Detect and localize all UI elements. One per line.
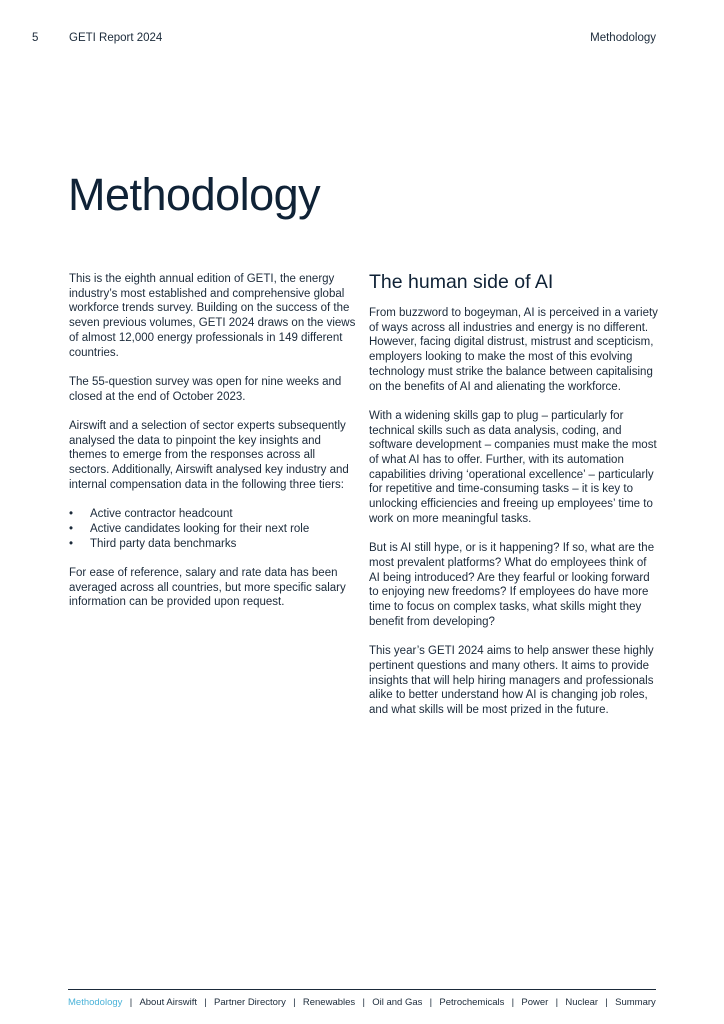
nav-separator: | [129,997,133,1008]
nav-link-methodology[interactable]: Methodology [68,997,123,1008]
analysis-paragraph: Airswift and a selection of sector experts subsequently analysed the data to pinpoint the key insights and themes to emerge from the responses across all sectors. Additionally, Airswift analysed key industry and internal compensation data in the following three tiers: [69,420,349,491]
nav-separator: | [293,997,296,1008]
nav-link-oil-and-gas[interactable]: Oil and Gas [372,997,423,1008]
body-paragraph: With a widening skills gap to plug – particularly for technical skills such as data analysis, coding, and software development – companies must make the most of what AI has to offer. Further, with its automation capabilities driving ‘operational excellence’ – particularly for repetitive and time-consuming tasks – it is key to unlocking efficiencies and freeing up employees’ time to work on more meaningful tasks. [369,409,657,525]
right-column [369,270,659,732]
nav-link-summary[interactable]: Summary [615,997,656,1008]
body-paragraph: This year’s GETI 2024 aims to help answer these highly pertinent questions and many others. It aims to provide insights that will help hiring managers and professionals alike to better understand how AI is changing job roles, and what skills will be most prized in the future. [369,645,654,716]
nav-link-partner-directory[interactable]: Partner Directory [214,997,286,1008]
list-item: • Active contractor headcount [69,507,357,522]
body-paragraph: But is AI still hype, or is it happening? If so, what are the most prevalent platforms? What do employees think of AI being introduced? Are they fearful or looking forward to enjoying new freedoms? If employees do have more time to focus on complex tasks, what skills might they benefit from developing? [369,542,655,628]
tiers-list [69,507,357,551]
nav-link-about-airswift[interactable]: About Airswift [139,997,197,1008]
nav-link-petrochemicals[interactable]: Petrochemicals [439,997,505,1008]
nav-separator: | [429,997,433,1008]
nav-link-power[interactable]: Power [521,997,549,1008]
page-header [32,32,656,48]
page-title: Methodology [68,169,321,220]
nav-link-renewables[interactable]: Renewables [302,997,356,1008]
body-paragraph: From buzzword to bogeyman, AI is perceived in a variety of ways across all industries and energy is no different. However, facing digital distrust, mistrust and scepticism, employers looking to make the most of this evolving technology must strike the balance between capitalising on the benefits of AI and alienating the workforce. [369,307,658,393]
section-heading: The human side of AI [369,271,554,293]
intro-paragraph: This is the eighth annual edition of GETI, the energy industry’s most established and comprehensive global workforce trends survey. Building on the success of the seven previous volumes, GETI 2024 draws on the views of almost 12,000 energy professionals in 149 different countries. [69,273,356,359]
reference-paragraph: For ease of reference, salary and rate data has been averaged across all countries, but more specific salary information can be provided upon request. [69,567,346,609]
nav-link-nuclear[interactable]: Nuclear [565,997,599,1008]
left-column [69,272,357,625]
report-title: GETI Report 2024 [69,32,163,44]
nav-separator: | [362,997,365,1008]
nav-separator: | [555,997,559,1008]
footer-nav [68,997,656,1008]
list-item: • Active candidates looking for their next role [69,522,357,537]
page-number: 5 [32,32,39,44]
footer-divider [68,989,656,990]
survey-paragraph: The 55-question survey was open for nine weeks and closed at the end of October 2023. [69,375,342,403]
nav-separator: | [605,997,608,1008]
list-item: • Third party data benchmarks [69,537,357,552]
section-name: Methodology [590,32,656,44]
nav-separator: | [511,997,515,1008]
nav-separator: | [204,997,207,1008]
